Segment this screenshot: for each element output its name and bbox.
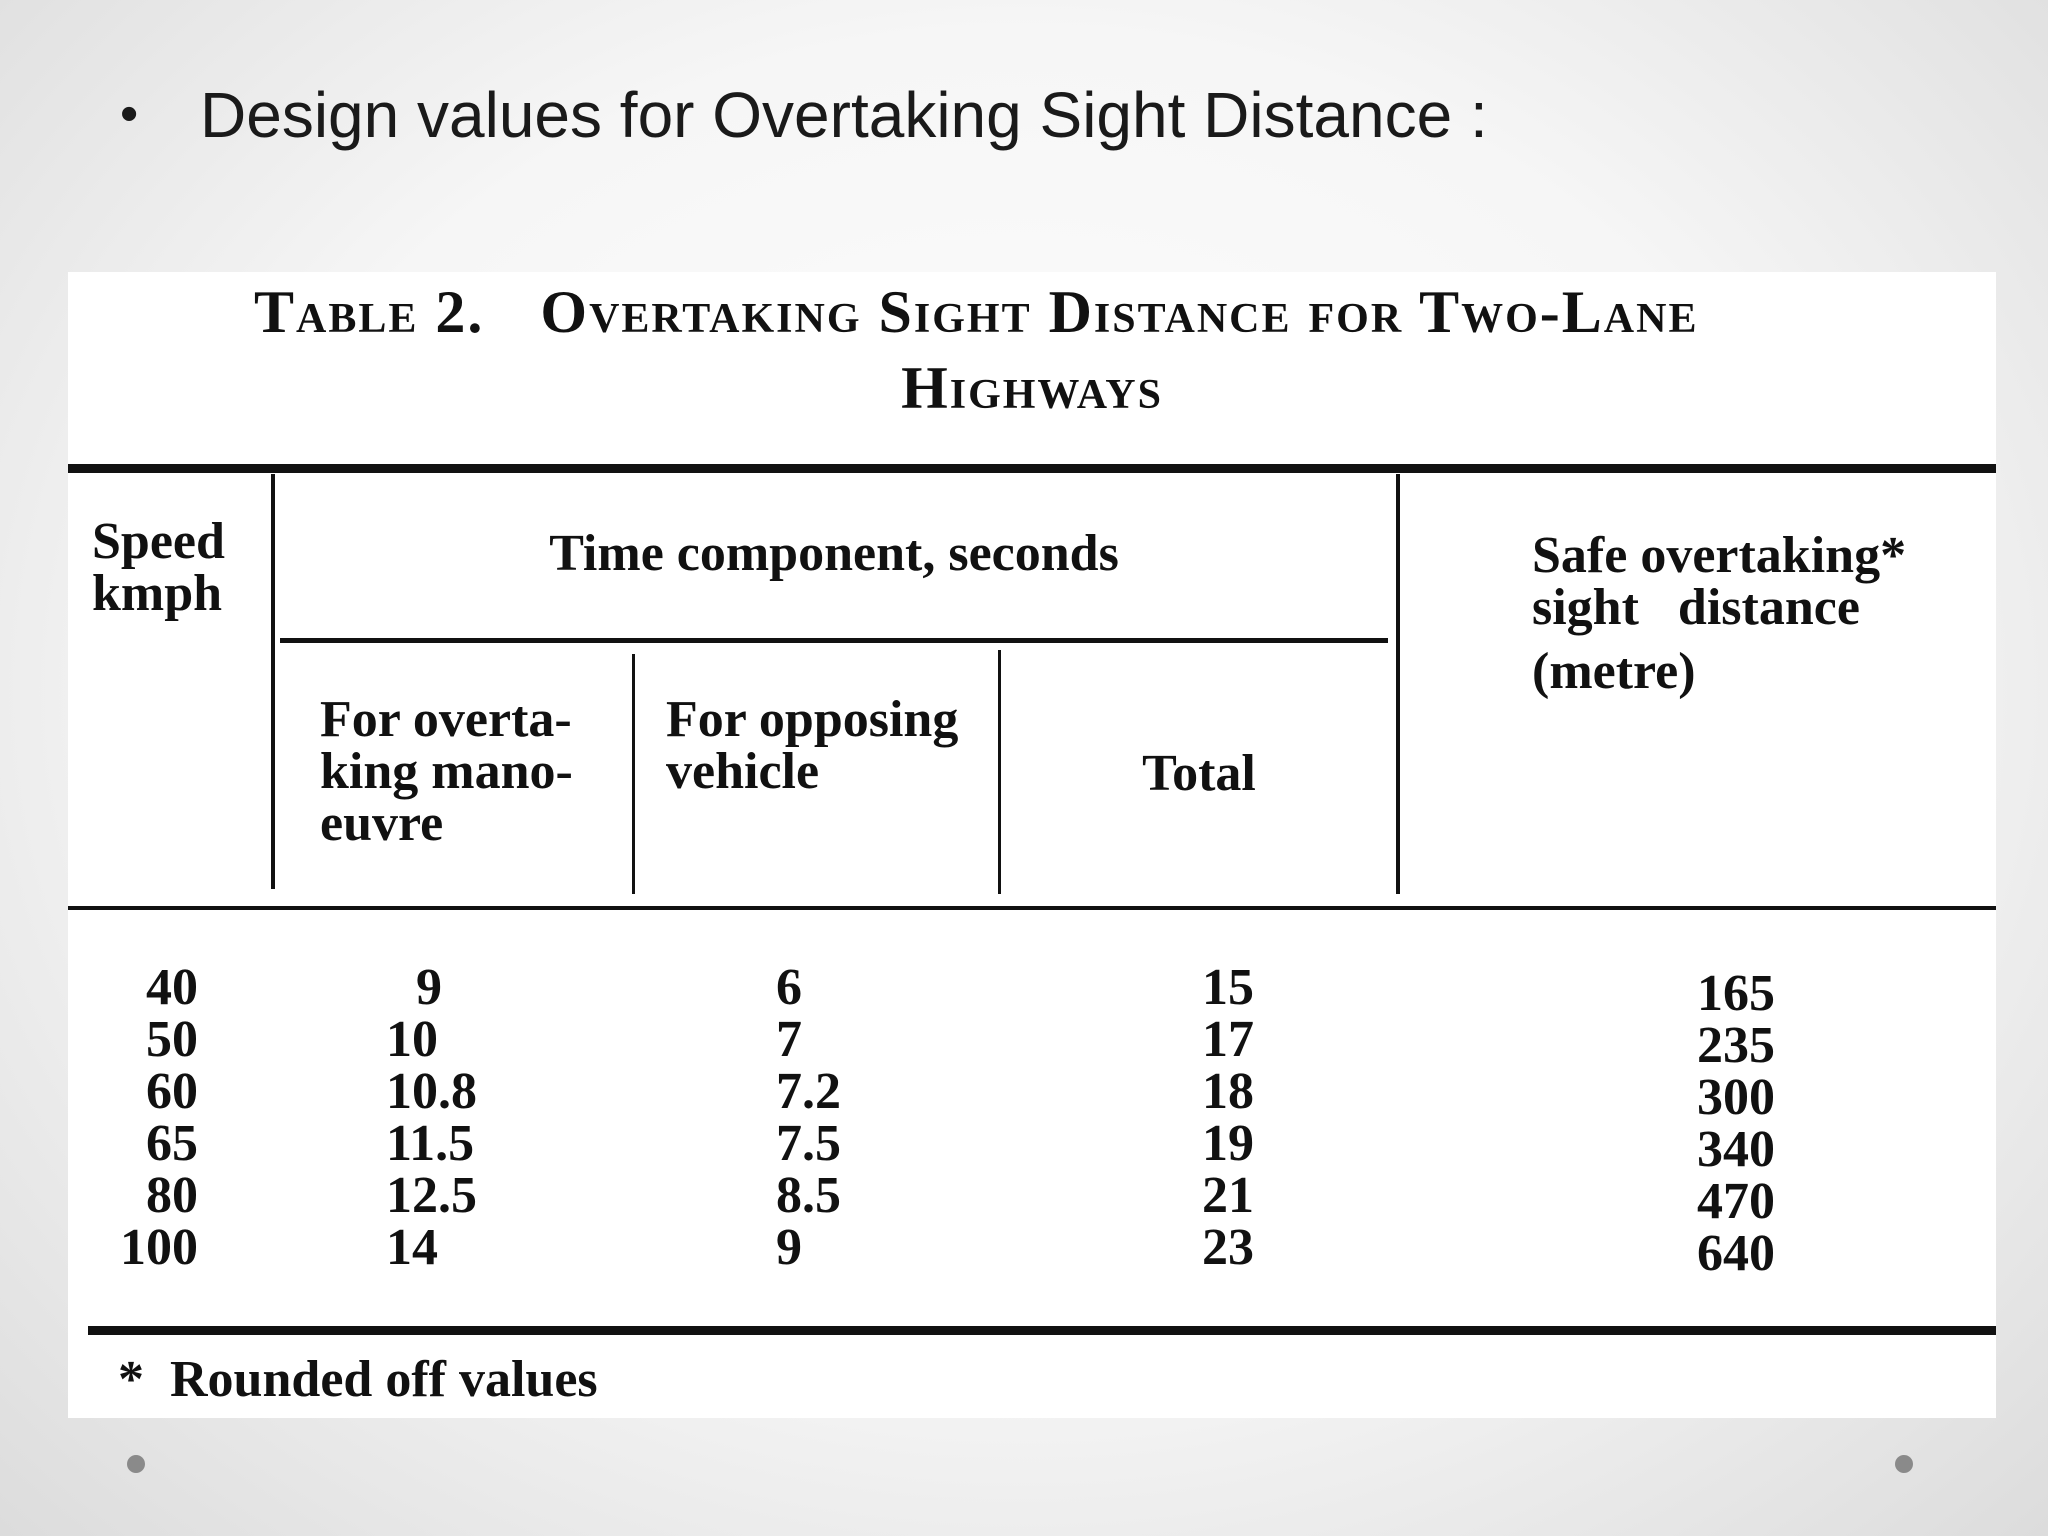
- column-safe-distance: [1666, 965, 1806, 1282]
- cell-overtaking: 12.5: [386, 1167, 477, 1224]
- column-overtaking: [386, 959, 546, 1276]
- cell-opposing: 8.5: [776, 1167, 841, 1224]
- cell-safe-distance: 470: [1697, 1173, 1775, 1230]
- cell-speed: 40: [146, 959, 198, 1016]
- column-total: [1158, 959, 1298, 1276]
- header-safe-distance: Safe overtaking* sight distance (metre): [1532, 527, 1907, 700]
- cell-overtaking: 9: [416, 959, 442, 1016]
- cell-safe-distance: 640: [1697, 1225, 1775, 1282]
- cell-safe-distance: 235: [1697, 1017, 1775, 1074]
- table-top-rule: [68, 464, 1996, 473]
- table-caption-line2: Highways: [901, 355, 1163, 421]
- scanned-table-image: [68, 272, 1996, 1418]
- cell-speed: 80: [146, 1167, 198, 1224]
- header-overtaking: For overta- king mano- euvre: [320, 691, 573, 852]
- divider-speed: [271, 474, 275, 889]
- cell-speed: 65: [146, 1115, 198, 1172]
- cell-total: 15: [1202, 959, 1254, 1016]
- column-opposing: [776, 959, 916, 1276]
- table-bottom-rule: [88, 1326, 1996, 1335]
- cell-overtaking: 14: [386, 1219, 438, 1276]
- cell-opposing: 7.5: [776, 1115, 841, 1172]
- bullet-icon: •: [120, 85, 139, 143]
- cell-safe-distance: 165: [1697, 965, 1775, 1022]
- cell-total: 19: [1202, 1115, 1254, 1172]
- table-caption-label: Table 2.: [254, 279, 485, 345]
- header-bottom-rule: [68, 906, 1996, 910]
- slide-dot-left: [127, 1455, 145, 1473]
- cell-total: 23: [1202, 1219, 1254, 1276]
- divider-opposing: [998, 650, 1001, 894]
- table-caption-title: Overtaking Sight Distance for Two-Lane: [540, 279, 1699, 345]
- cell-overtaking: 10: [386, 1011, 438, 1068]
- cell-opposing: 7: [776, 1011, 802, 1068]
- slide-title-text: Design values for Overtaking Sight Distance :: [200, 79, 1488, 151]
- cell-safe-distance: 340: [1697, 1121, 1775, 1178]
- divider-overtaking: [632, 654, 635, 894]
- header-speed: Speed kmph: [92, 513, 225, 622]
- time-component-rule: [280, 638, 1388, 643]
- cell-speed: 50: [146, 1011, 198, 1068]
- cell-overtaking: 10.8: [386, 1063, 477, 1120]
- cell-opposing: 9: [776, 1219, 802, 1276]
- header-opposing: For opposing vehicle: [666, 691, 959, 800]
- header-time-component: Time component, seconds: [549, 525, 1119, 582]
- table-caption-line1: [254, 278, 1698, 347]
- header-total: Total: [1142, 745, 1256, 802]
- slide-dot-right: [1895, 1455, 1913, 1473]
- cell-total: 21: [1202, 1167, 1254, 1224]
- cell-total: 17: [1202, 1011, 1254, 1068]
- cell-total: 18: [1202, 1063, 1254, 1120]
- cell-opposing: 7.2: [776, 1063, 841, 1120]
- cell-speed: 60: [146, 1063, 198, 1120]
- table-footnote: * Rounded off values: [118, 1351, 598, 1408]
- cell-overtaking: 11.5: [386, 1115, 475, 1172]
- cell-speed: 100: [120, 1219, 198, 1276]
- column-speed: [88, 959, 198, 1276]
- divider-safe: [1396, 474, 1400, 894]
- cell-opposing: 6: [776, 959, 802, 1016]
- cell-safe-distance: 300: [1697, 1069, 1775, 1126]
- slide-title: [120, 78, 1488, 152]
